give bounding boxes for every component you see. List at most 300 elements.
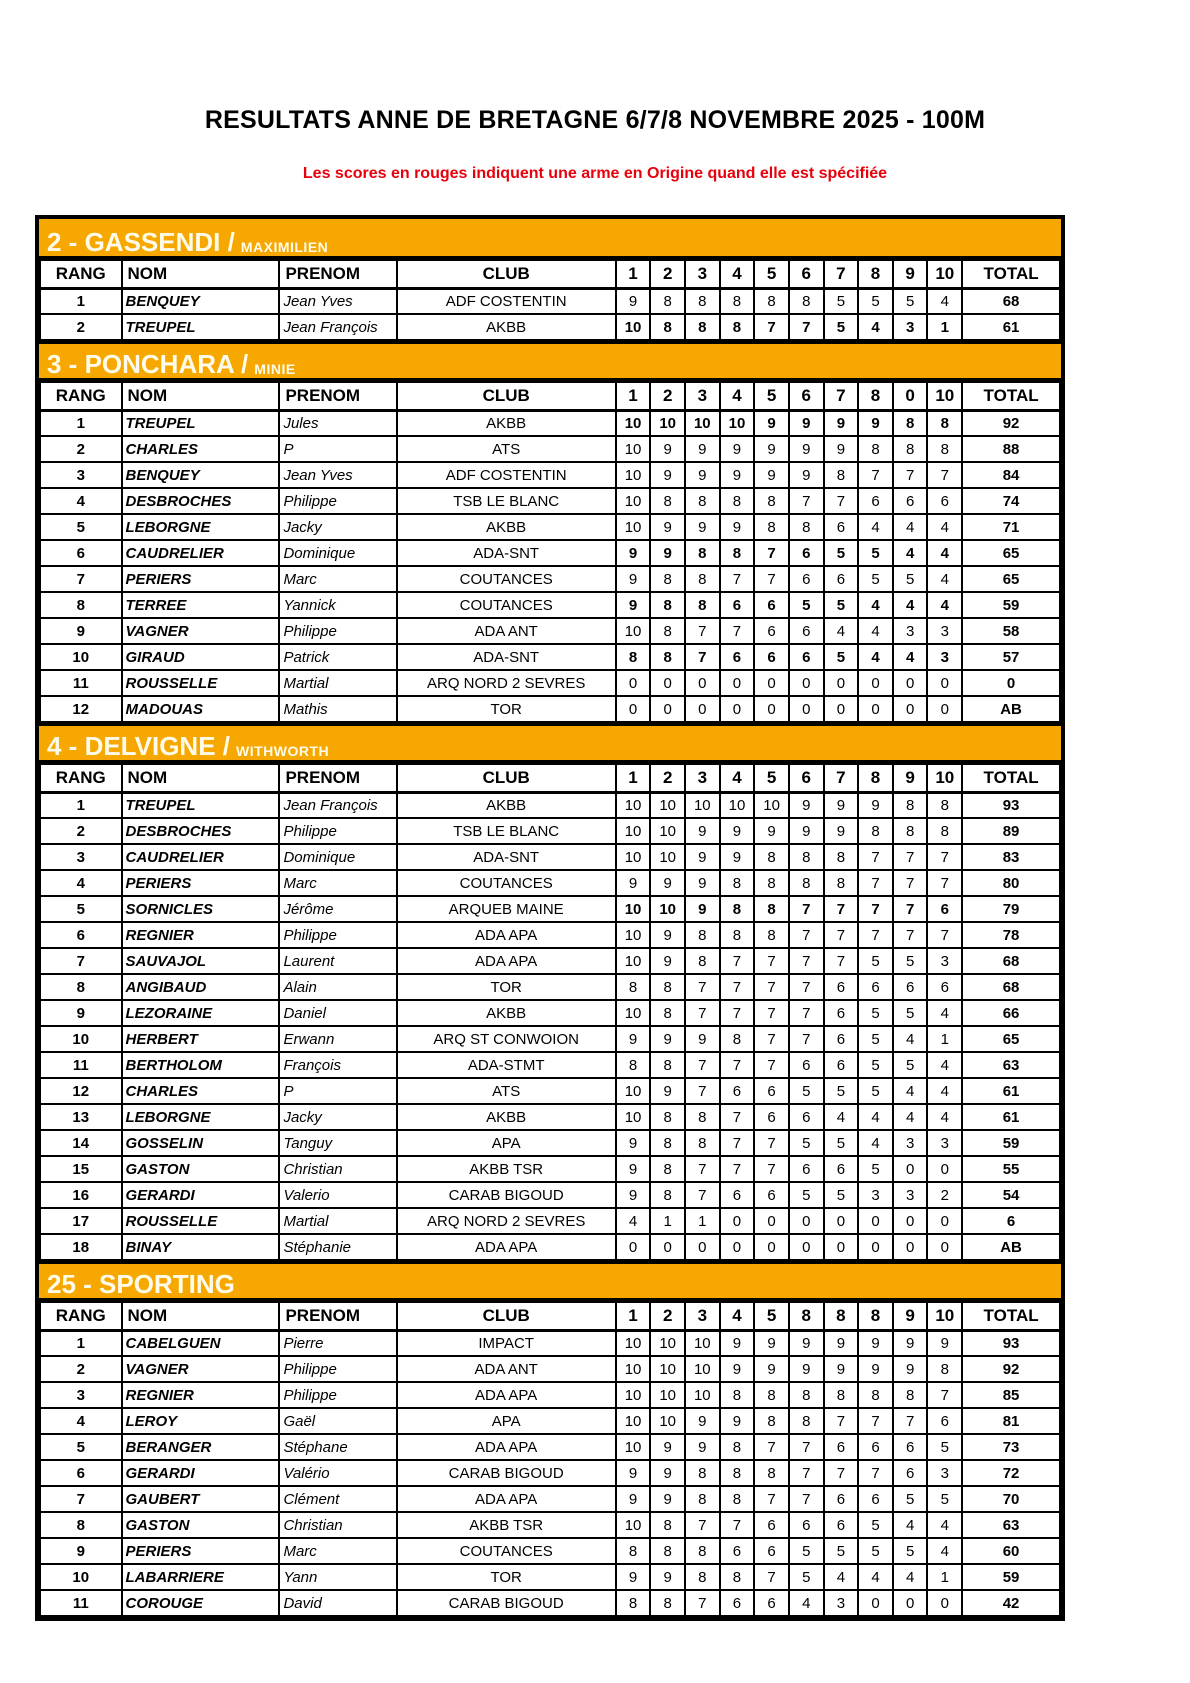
name-cell: LABARRIERE xyxy=(122,1564,280,1590)
firstname-cell: Pierre xyxy=(279,1330,396,1356)
name-cell: GAUBERT xyxy=(122,1486,280,1512)
name-cell: BENQUEY xyxy=(122,462,280,488)
score-cell: 9 xyxy=(650,1564,685,1590)
name-cell: GIRAUD xyxy=(122,644,280,670)
score-cell: 9 xyxy=(616,1156,651,1182)
club-cell: ADA APA xyxy=(397,922,616,948)
section-1 xyxy=(39,219,1061,341)
score-cell: 0 xyxy=(754,1234,789,1260)
score-cell: 6 xyxy=(893,488,928,514)
score-cell: 8 xyxy=(927,1356,962,1382)
header-cell: RANG xyxy=(40,382,122,410)
score-cell: 9 xyxy=(650,1026,685,1052)
score-cell: 8 xyxy=(789,870,824,896)
score-cell: 7 xyxy=(685,1590,720,1616)
score-cell: 0 xyxy=(616,1234,651,1260)
score-cell: 9 xyxy=(824,1330,859,1356)
header-cell: 0 xyxy=(893,382,928,410)
header-cell: 9 xyxy=(893,260,928,288)
score-cell: 4 xyxy=(927,566,962,592)
score-cell: 0 xyxy=(650,696,685,722)
score-cell: 8 xyxy=(754,1460,789,1486)
score-cell: 4 xyxy=(893,1026,928,1052)
score-cell: 9 xyxy=(789,410,824,436)
score-cell: 9 xyxy=(685,1026,720,1052)
score-cell: 4 xyxy=(893,1564,928,1590)
score-cell: 8 xyxy=(650,1182,685,1208)
score-cell: 7 xyxy=(754,566,789,592)
total-cell: AB xyxy=(962,1234,1060,1260)
header-cell: 7 xyxy=(824,764,859,792)
score-cell: 10 xyxy=(650,1382,685,1408)
score-cell: 4 xyxy=(893,540,928,566)
score-cell: 8 xyxy=(685,1460,720,1486)
score-cell: 10 xyxy=(616,1104,651,1130)
score-cell: 7 xyxy=(685,974,720,1000)
table-row xyxy=(40,1460,1060,1486)
score-cell: 4 xyxy=(927,592,962,618)
club-cell: CARAB BIGOUD xyxy=(397,1182,616,1208)
score-cell: 10 xyxy=(616,1000,651,1026)
score-cell: 10 xyxy=(754,792,789,818)
table-row xyxy=(40,1156,1060,1182)
score-cell: 4 xyxy=(927,1538,962,1564)
club-cell: TOR xyxy=(397,1564,616,1590)
score-cell: 8 xyxy=(650,1000,685,1026)
score-cell: 7 xyxy=(789,1026,824,1052)
score-cell: 10 xyxy=(616,618,651,644)
firstname-cell: Marc xyxy=(279,566,396,592)
score-cell: 8 xyxy=(650,1130,685,1156)
rank-cell: 4 xyxy=(40,488,122,514)
score-cell: 8 xyxy=(927,792,962,818)
score-cell: 5 xyxy=(858,1000,893,1026)
score-cell: 10 xyxy=(650,844,685,870)
score-cell: 0 xyxy=(927,1208,962,1234)
score-cell: 10 xyxy=(616,1382,651,1408)
header-cell: 3 xyxy=(685,764,720,792)
score-cell: 0 xyxy=(927,696,962,722)
score-cell: 5 xyxy=(858,1026,893,1052)
header-cell: RANG xyxy=(40,260,122,288)
firstname-cell: Yann xyxy=(279,1564,396,1590)
score-cell: 8 xyxy=(720,288,755,314)
score-cell: 10 xyxy=(650,410,685,436)
club-cell: ADA APA xyxy=(397,1486,616,1512)
score-cell: 8 xyxy=(754,514,789,540)
score-cell: 5 xyxy=(789,1538,824,1564)
score-cell: 7 xyxy=(754,1052,789,1078)
club-cell: ADA ANT xyxy=(397,618,616,644)
total-cell: 61 xyxy=(962,1104,1060,1130)
score-cell: 9 xyxy=(824,410,859,436)
score-cell: 9 xyxy=(754,1330,789,1356)
score-cell: 7 xyxy=(685,644,720,670)
name-cell: CHARLES xyxy=(122,436,280,462)
score-cell: 9 xyxy=(616,592,651,618)
club-cell: COUTANCES xyxy=(397,566,616,592)
club-cell: AKBB xyxy=(397,1104,616,1130)
total-cell: AB xyxy=(962,696,1060,722)
score-cell: 6 xyxy=(893,1460,928,1486)
rank-cell: 10 xyxy=(40,1026,122,1052)
results-table xyxy=(39,763,1061,1261)
score-cell: 7 xyxy=(858,922,893,948)
club-cell: ATS xyxy=(397,436,616,462)
score-cell: 9 xyxy=(650,922,685,948)
firstname-cell: Laurent xyxy=(279,948,396,974)
score-cell: 8 xyxy=(650,1052,685,1078)
score-cell: 8 xyxy=(720,314,755,340)
score-cell: 4 xyxy=(858,644,893,670)
score-cell: 9 xyxy=(616,1486,651,1512)
score-cell: 8 xyxy=(754,488,789,514)
score-cell: 10 xyxy=(616,488,651,514)
header-cell: 5 xyxy=(754,1302,789,1330)
table-row xyxy=(40,592,1060,618)
rank-cell: 6 xyxy=(40,540,122,566)
rank-cell: 11 xyxy=(40,670,122,696)
score-cell: 4 xyxy=(858,314,893,340)
score-cell: 7 xyxy=(858,844,893,870)
score-cell: 5 xyxy=(824,1182,859,1208)
rank-cell: 8 xyxy=(40,974,122,1000)
score-cell: 4 xyxy=(858,1104,893,1130)
rank-cell: 2 xyxy=(40,818,122,844)
header-cell: 2 xyxy=(650,382,685,410)
section-4 xyxy=(39,1261,1061,1617)
header-cell: PRENOM xyxy=(279,382,396,410)
rank-cell: 1 xyxy=(40,1330,122,1356)
score-cell: 9 xyxy=(650,1486,685,1512)
name-cell: SAUVAJOL xyxy=(122,948,280,974)
club-cell: CARAB BIGOUD xyxy=(397,1460,616,1486)
name-cell: TERREE xyxy=(122,592,280,618)
section-subtitle: MINIE xyxy=(254,361,296,377)
legend-text: Les scores en rouges indiquent une arme en Origine quand elle est spécifiée xyxy=(302,165,888,182)
table-row xyxy=(40,1182,1060,1208)
total-cell: 68 xyxy=(962,288,1060,314)
score-cell: 7 xyxy=(685,1156,720,1182)
name-cell: ROUSSELLE xyxy=(122,1208,280,1234)
rank-cell: 8 xyxy=(40,1512,122,1538)
score-cell: 7 xyxy=(754,1156,789,1182)
total-cell: 63 xyxy=(962,1512,1060,1538)
club-cell: COUTANCES xyxy=(397,1538,616,1564)
total-cell: 93 xyxy=(962,1330,1060,1356)
rank-cell: 12 xyxy=(40,696,122,722)
header-cell: CLUB xyxy=(397,382,616,410)
results-table xyxy=(39,259,1061,341)
score-cell: 9 xyxy=(824,1356,859,1382)
table-head xyxy=(40,382,1060,410)
score-cell: 7 xyxy=(789,922,824,948)
header-cell: 4 xyxy=(720,764,755,792)
rank-cell: 11 xyxy=(40,1052,122,1078)
score-cell: 6 xyxy=(927,896,962,922)
score-cell: 4 xyxy=(893,1078,928,1104)
score-cell: 9 xyxy=(720,1330,755,1356)
score-cell: 7 xyxy=(893,462,928,488)
score-cell: 9 xyxy=(616,1460,651,1486)
name-cell: LEROY xyxy=(122,1408,280,1434)
header-cell: 10 xyxy=(927,1302,962,1330)
score-cell: 5 xyxy=(824,314,859,340)
name-cell: BERANGER xyxy=(122,1434,280,1460)
score-cell: 8 xyxy=(754,922,789,948)
firstname-cell: Jacky xyxy=(279,1104,396,1130)
table-head xyxy=(40,1302,1060,1330)
score-cell: 9 xyxy=(685,896,720,922)
score-cell: 4 xyxy=(824,1104,859,1130)
firstname-cell: Jérôme xyxy=(279,896,396,922)
score-cell: 9 xyxy=(650,1460,685,1486)
header-cell: NOM xyxy=(122,382,280,410)
name-cell: SORNICLES xyxy=(122,896,280,922)
score-cell: 2 xyxy=(927,1182,962,1208)
score-cell: 7 xyxy=(754,1026,789,1052)
score-cell: 6 xyxy=(754,618,789,644)
rank-cell: 7 xyxy=(40,1486,122,1512)
club-cell: COUTANCES xyxy=(397,870,616,896)
score-cell: 6 xyxy=(824,1026,859,1052)
score-cell: 4 xyxy=(824,1564,859,1590)
firstname-cell: Christian xyxy=(279,1156,396,1182)
score-cell: 6 xyxy=(824,1486,859,1512)
header-row xyxy=(40,260,1060,288)
score-cell: 8 xyxy=(650,618,685,644)
table-row xyxy=(40,818,1060,844)
rank-cell: 7 xyxy=(40,566,122,592)
score-cell: 8 xyxy=(858,1382,893,1408)
club-cell: TSB LE BLANC xyxy=(397,818,616,844)
score-cell: 10 xyxy=(720,792,755,818)
score-cell: 9 xyxy=(720,818,755,844)
score-cell: 8 xyxy=(720,1382,755,1408)
score-cell: 5 xyxy=(893,1052,928,1078)
score-cell: 0 xyxy=(720,1208,755,1234)
table-row xyxy=(40,896,1060,922)
table-row xyxy=(40,314,1060,340)
score-cell: 9 xyxy=(754,410,789,436)
score-cell: 9 xyxy=(685,514,720,540)
score-cell: 7 xyxy=(893,922,928,948)
header-cell: 6 xyxy=(789,764,824,792)
score-cell: 5 xyxy=(789,1182,824,1208)
score-cell: 8 xyxy=(685,1538,720,1564)
score-cell: 7 xyxy=(927,870,962,896)
name-cell: LEBORGNE xyxy=(122,514,280,540)
total-cell: 81 xyxy=(962,1408,1060,1434)
score-cell: 9 xyxy=(720,1408,755,1434)
score-cell: 8 xyxy=(650,1156,685,1182)
rank-cell: 10 xyxy=(40,1564,122,1590)
score-cell: 4 xyxy=(927,514,962,540)
header-cell: RANG xyxy=(40,1302,122,1330)
score-cell: 8 xyxy=(616,1052,651,1078)
page-title: RESULTATS ANNE DE BRETAGNE 6/7/8 NOVEMBRE 2025 - 100M xyxy=(204,106,986,134)
score-cell: 10 xyxy=(685,1382,720,1408)
score-cell: 4 xyxy=(927,1512,962,1538)
name-cell: GERARDI xyxy=(122,1460,280,1486)
score-cell: 6 xyxy=(824,1434,859,1460)
score-cell: 5 xyxy=(858,1512,893,1538)
total-cell: 0 xyxy=(962,670,1060,696)
header-row xyxy=(40,382,1060,410)
table-row xyxy=(40,1052,1060,1078)
firstname-cell: Jean Yves xyxy=(279,288,396,314)
name-cell: REGNIER xyxy=(122,922,280,948)
score-cell: 5 xyxy=(824,1130,859,1156)
score-cell: 6 xyxy=(893,974,928,1000)
table-row xyxy=(40,1026,1060,1052)
score-cell: 7 xyxy=(824,896,859,922)
score-cell: 10 xyxy=(685,1330,720,1356)
score-cell: 6 xyxy=(927,488,962,514)
score-cell: 5 xyxy=(893,1486,928,1512)
score-cell: 8 xyxy=(754,896,789,922)
score-cell: 9 xyxy=(858,410,893,436)
table-row xyxy=(40,514,1060,540)
score-cell: 6 xyxy=(754,1078,789,1104)
score-cell: 8 xyxy=(754,288,789,314)
total-cell: 68 xyxy=(962,948,1060,974)
score-cell: 6 xyxy=(858,974,893,1000)
score-cell: 0 xyxy=(893,670,928,696)
header-cell: 10 xyxy=(927,764,962,792)
header-cell: PRENOM xyxy=(279,1302,396,1330)
score-cell: 7 xyxy=(720,974,755,1000)
section-subtitle: MAXIMILIEN xyxy=(240,239,329,255)
score-cell: 6 xyxy=(754,592,789,618)
name-cell: TREUPEL xyxy=(122,792,280,818)
total-cell: 84 xyxy=(962,462,1060,488)
score-cell: 10 xyxy=(616,792,651,818)
score-cell: 10 xyxy=(616,514,651,540)
firstname-cell: Jean Yves xyxy=(279,462,396,488)
score-cell: 5 xyxy=(858,540,893,566)
score-cell: 8 xyxy=(685,488,720,514)
rank-cell: 12 xyxy=(40,1078,122,1104)
table-body xyxy=(40,288,1060,340)
header-cell: 3 xyxy=(685,1302,720,1330)
table-row xyxy=(40,1434,1060,1460)
score-cell: 10 xyxy=(685,410,720,436)
score-cell: 0 xyxy=(789,696,824,722)
score-cell: 8 xyxy=(824,844,859,870)
score-cell: 8 xyxy=(616,974,651,1000)
score-cell: 6 xyxy=(720,1538,755,1564)
rank-cell: 8 xyxy=(40,592,122,618)
rank-cell: 6 xyxy=(40,922,122,948)
score-cell: 7 xyxy=(824,948,859,974)
score-cell: 4 xyxy=(789,1590,824,1616)
score-cell: 7 xyxy=(720,1000,755,1026)
score-cell: 5 xyxy=(789,1078,824,1104)
name-cell: REGNIER xyxy=(122,1382,280,1408)
header-cell: 8 xyxy=(858,260,893,288)
score-cell: 0 xyxy=(893,1208,928,1234)
header-cell: 5 xyxy=(754,764,789,792)
score-cell: 6 xyxy=(858,1486,893,1512)
score-cell: 5 xyxy=(824,644,859,670)
table-row xyxy=(40,1234,1060,1260)
score-cell: 9 xyxy=(858,1330,893,1356)
firstname-cell: Jules xyxy=(279,410,396,436)
score-cell: 7 xyxy=(858,462,893,488)
score-cell: 9 xyxy=(720,436,755,462)
score-cell: 6 xyxy=(754,1590,789,1616)
score-cell: 7 xyxy=(754,1434,789,1460)
firstname-cell: Patrick xyxy=(279,644,396,670)
club-cell: ADA APA xyxy=(397,1382,616,1408)
rank-cell: 15 xyxy=(40,1156,122,1182)
score-cell: 8 xyxy=(824,870,859,896)
score-cell: 7 xyxy=(789,1000,824,1026)
score-cell: 9 xyxy=(824,818,859,844)
score-cell: 7 xyxy=(720,1104,755,1130)
score-cell: 7 xyxy=(754,1130,789,1156)
score-cell: 5 xyxy=(789,1130,824,1156)
firstname-cell: Christian xyxy=(279,1512,396,1538)
score-cell: 0 xyxy=(927,1234,962,1260)
score-cell: 6 xyxy=(824,974,859,1000)
firstname-cell: P xyxy=(279,436,396,462)
score-cell: 8 xyxy=(893,436,928,462)
score-cell: 7 xyxy=(858,870,893,896)
table-row xyxy=(40,1000,1060,1026)
total-cell: 58 xyxy=(962,618,1060,644)
firstname-cell: Philippe xyxy=(279,1382,396,1408)
total-cell: 74 xyxy=(962,488,1060,514)
score-cell: 7 xyxy=(789,1460,824,1486)
score-cell: 7 xyxy=(685,1512,720,1538)
score-cell: 5 xyxy=(858,288,893,314)
firstname-cell: Philippe xyxy=(279,488,396,514)
header-row xyxy=(40,764,1060,792)
score-cell: 8 xyxy=(754,870,789,896)
results-table xyxy=(39,1301,1061,1617)
score-cell: 4 xyxy=(893,644,928,670)
header-cell: TOTAL xyxy=(962,382,1060,410)
score-cell: 4 xyxy=(824,618,859,644)
score-cell: 7 xyxy=(789,488,824,514)
score-cell: 9 xyxy=(616,566,651,592)
score-cell: 8 xyxy=(685,1130,720,1156)
score-cell: 4 xyxy=(927,1052,962,1078)
section-title: 3 - PONCHARA / xyxy=(47,349,249,379)
score-cell: 9 xyxy=(893,1356,928,1382)
score-cell: 8 xyxy=(893,410,928,436)
score-cell: 9 xyxy=(754,818,789,844)
score-cell: 0 xyxy=(789,1234,824,1260)
score-cell: 7 xyxy=(720,1052,755,1078)
firstname-cell: Philippe xyxy=(279,1356,396,1382)
score-cell: 7 xyxy=(685,618,720,644)
table-row xyxy=(40,1130,1060,1156)
firstname-cell: Jacky xyxy=(279,514,396,540)
header-cell: 1 xyxy=(616,382,651,410)
score-cell: 9 xyxy=(824,436,859,462)
score-cell: 3 xyxy=(927,1130,962,1156)
firstname-cell: Tanguy xyxy=(279,1130,396,1156)
total-cell: 92 xyxy=(962,1356,1060,1382)
rank-cell: 1 xyxy=(40,410,122,436)
table-row xyxy=(40,1330,1060,1356)
club-cell: ADA-STMT xyxy=(397,1052,616,1078)
header-cell: 5 xyxy=(754,260,789,288)
total-cell: 59 xyxy=(962,592,1060,618)
